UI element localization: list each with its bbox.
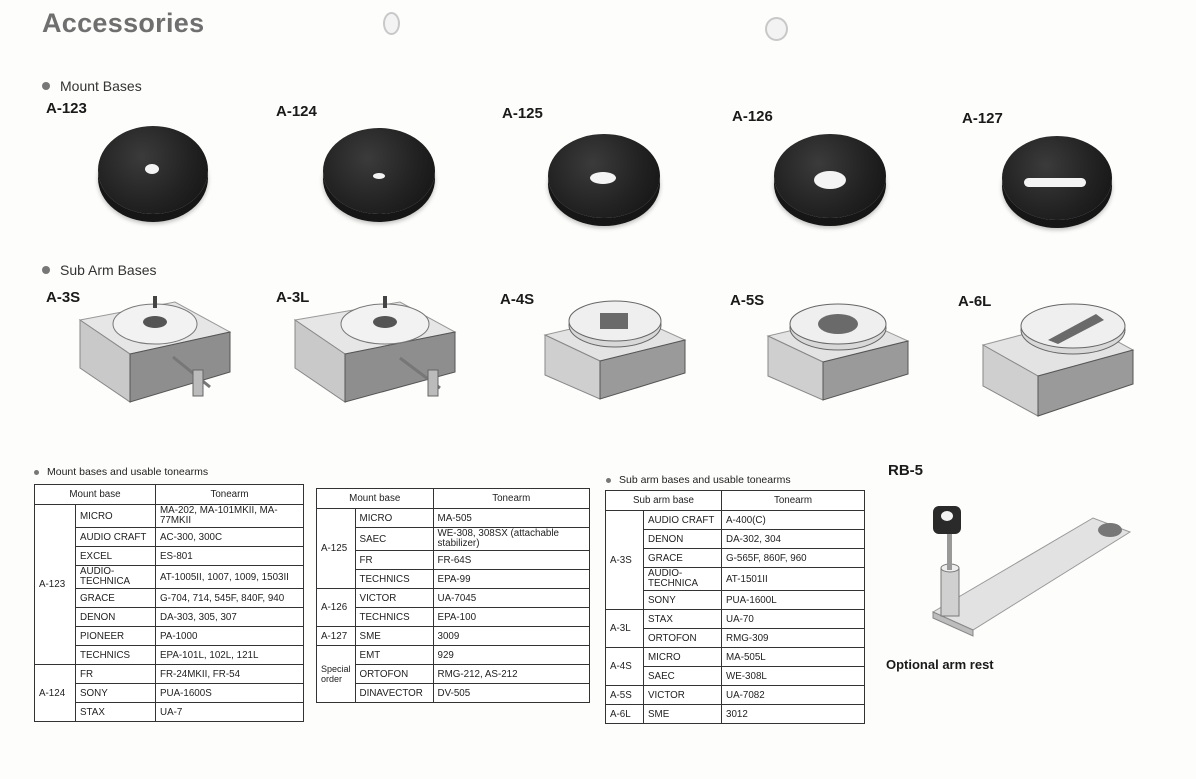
tonearm-cell: DV-505 xyxy=(433,684,589,703)
maker-cell: ORTOFON xyxy=(644,629,722,648)
sub-arm-base-image xyxy=(540,295,690,405)
maker-cell: MICRO xyxy=(355,509,433,528)
tonearm-cell: UA-7 xyxy=(156,703,304,722)
table-row xyxy=(317,589,590,608)
maker-cell: GRACE xyxy=(76,589,156,608)
table-row xyxy=(606,549,865,568)
maker-cell: SAEC xyxy=(644,667,722,686)
table-row xyxy=(317,627,590,646)
table-caption: Mount bases and usable tonearms xyxy=(34,466,208,478)
sub-arm-bases-heading: Sub Arm Bases xyxy=(42,262,157,278)
model-label: A-6L xyxy=(958,293,992,310)
tonearm-cell: AC-300, 300C xyxy=(156,528,304,547)
table-header-row xyxy=(606,491,865,511)
tonearm-cell: PUA-1600S xyxy=(156,684,304,703)
maker-cell: GRACE xyxy=(644,549,722,568)
model-label: A-3S xyxy=(46,289,81,306)
sub-arm-base-image xyxy=(978,300,1138,420)
table-row xyxy=(606,705,865,724)
table-row xyxy=(606,530,865,549)
tonearm-cell: WE-308L xyxy=(722,667,865,686)
table-row xyxy=(317,665,590,684)
table-header-row xyxy=(317,489,590,509)
maker-cell: VICTOR xyxy=(644,686,722,705)
base-cell: A-127 xyxy=(317,627,356,646)
model-label: A-125 xyxy=(502,105,543,122)
mount-base-image xyxy=(548,134,660,218)
maker-cell: FR xyxy=(76,665,156,684)
table-row xyxy=(606,648,865,667)
tonearm-cell: G-565F, 860F, 960 xyxy=(722,549,865,568)
base-cell: A-5S xyxy=(606,686,644,705)
tonearm-cell: MA-202, MA-101MKII, MA-77MKII xyxy=(156,505,304,528)
tonearm-cell: ES-801 xyxy=(156,547,304,566)
maker-cell: MICRO xyxy=(76,505,156,528)
maker-cell: ORTOFON xyxy=(355,665,433,684)
tonearm-cell: 3009 xyxy=(433,627,589,646)
maker-cell: EMT xyxy=(355,646,433,665)
table-row xyxy=(317,528,590,551)
table-row xyxy=(35,684,304,703)
tonearm-cell: AT-1005II, 1007, 1009, 1503II xyxy=(156,566,304,589)
column-header: Mount base xyxy=(35,485,156,505)
base-cell: A-3L xyxy=(606,610,644,648)
maker-cell: AUDIO CRAFT xyxy=(644,511,722,530)
table-row xyxy=(606,568,865,591)
maker-cell: SME xyxy=(355,627,433,646)
table-row xyxy=(317,684,590,703)
tonearm-cell: G-704, 714, 545F, 840F, 940 xyxy=(156,589,304,608)
tonearm-cell: FR-64S xyxy=(433,551,589,570)
base-cell: A-126 xyxy=(317,589,356,627)
mount-bases-tonearms-table xyxy=(34,484,304,722)
table-row xyxy=(606,686,865,705)
table-caption: Sub arm bases and usable tonearms xyxy=(606,474,791,486)
column-header: Tonearm xyxy=(433,489,589,509)
arm-rest-model-label: RB-5 xyxy=(888,462,924,479)
maker-cell: DINAVECTOR xyxy=(355,684,433,703)
tonearm-cell: UA-7082 xyxy=(722,686,865,705)
table-header-row xyxy=(35,485,304,505)
maker-cell: FR xyxy=(355,551,433,570)
mount-base-image xyxy=(323,128,435,214)
bullet-icon xyxy=(606,478,611,483)
tonearm-cell: PA-1000 xyxy=(156,627,304,646)
tonearm-cell: A-400(C) xyxy=(722,511,865,530)
tonearm-cell: AT-1501II xyxy=(722,568,865,591)
tonearm-cell: WE-308, 308SX (attachable stabilizer) xyxy=(433,528,589,551)
table-row xyxy=(35,547,304,566)
maker-cell: MICRO xyxy=(644,648,722,667)
mount-bases-heading: Mount Bases xyxy=(42,78,142,94)
tonearm-cell: EPA-101L, 102L, 121L xyxy=(156,646,304,665)
column-header: Tonearm xyxy=(156,485,304,505)
model-label: A-123 xyxy=(46,100,87,117)
column-header: Mount base xyxy=(317,489,434,509)
mount-bases-tonearms-table-2 xyxy=(316,488,590,703)
tonearm-cell: 929 xyxy=(433,646,589,665)
page-title: Accessories xyxy=(42,8,205,38)
tonearm-cell: UA-7045 xyxy=(433,589,589,608)
model-label: A-3L xyxy=(276,289,310,306)
registration-mark xyxy=(765,17,788,41)
column-header: Sub arm base xyxy=(606,491,722,511)
table-row xyxy=(35,646,304,665)
tonearm-cell: RMG-309 xyxy=(722,629,865,648)
tonearm-cell: DA-302, 304 xyxy=(722,530,865,549)
maker-cell: SONY xyxy=(76,684,156,703)
table-row xyxy=(606,591,865,610)
sub-arm-base-image xyxy=(75,292,235,412)
model-label: A-127 xyxy=(962,110,1003,127)
tonearm-cell: DA-303, 305, 307 xyxy=(156,608,304,627)
table-row xyxy=(35,665,304,684)
table-row xyxy=(606,629,865,648)
maker-cell: STAX xyxy=(76,703,156,722)
mount-base-image xyxy=(1002,136,1112,220)
maker-cell: SONY xyxy=(644,591,722,610)
base-cell: A-124 xyxy=(35,665,76,722)
model-label: A-126 xyxy=(732,108,773,125)
tonearm-cell: UA-70 xyxy=(722,610,865,629)
bullet-icon xyxy=(42,266,50,274)
model-label: A-4S xyxy=(500,291,535,308)
tonearm-cell: FR-24MKII, FR-54 xyxy=(156,665,304,684)
model-label: A-124 xyxy=(276,103,317,120)
mount-base-image xyxy=(98,126,208,214)
tonearm-cell: EPA-99 xyxy=(433,570,589,589)
tonearm-cell: MA-505L xyxy=(722,648,865,667)
maker-cell: DENON xyxy=(76,608,156,627)
arm-rest-caption: Optional arm rest xyxy=(886,657,994,672)
maker-cell: DENON xyxy=(644,530,722,549)
maker-cell: STAX xyxy=(644,610,722,629)
column-header: Tonearm xyxy=(722,491,865,511)
base-cell: A-123 xyxy=(35,505,76,665)
sub-arm-bases-tonearms-table xyxy=(605,490,865,724)
table-row xyxy=(606,511,865,530)
table-row xyxy=(317,646,590,665)
table-row xyxy=(35,608,304,627)
arm-rest-image xyxy=(925,490,1135,640)
tonearm-cell: PUA-1600L xyxy=(722,591,865,610)
table-row xyxy=(317,551,590,570)
table-row xyxy=(35,505,304,528)
base-cell: Special order xyxy=(317,646,356,703)
maker-cell: AUDIO CRAFT xyxy=(76,528,156,547)
maker-cell: SME xyxy=(644,705,722,724)
bullet-icon xyxy=(42,82,50,90)
tonearm-cell: EPA-100 xyxy=(433,608,589,627)
table-row xyxy=(35,528,304,547)
maker-cell: TECHNICS xyxy=(355,570,433,589)
maker-cell: SAEC xyxy=(355,528,433,551)
sub-arm-base-image xyxy=(290,292,460,412)
table-row xyxy=(35,589,304,608)
table-row xyxy=(317,509,590,528)
table-row xyxy=(35,566,304,589)
maker-cell: TECHNICS xyxy=(355,608,433,627)
maker-cell: AUDIO-TECHNICA xyxy=(644,568,722,591)
base-cell: A-4S xyxy=(606,648,644,686)
tonearm-cell: MA-505 xyxy=(433,509,589,528)
table-row xyxy=(317,570,590,589)
maker-cell: PIONEER xyxy=(76,627,156,646)
registration-mark xyxy=(383,12,400,35)
base-cell: A-3S xyxy=(606,511,644,610)
maker-cell: TECHNICS xyxy=(76,646,156,665)
maker-cell: VICTOR xyxy=(355,589,433,608)
maker-cell: EXCEL xyxy=(76,547,156,566)
tonearm-cell: RMG-212, AS-212 xyxy=(433,665,589,684)
mount-base-image xyxy=(774,134,886,218)
table-row xyxy=(35,627,304,646)
table-row xyxy=(317,608,590,627)
table-row xyxy=(606,610,865,629)
table-row xyxy=(35,703,304,722)
bullet-icon xyxy=(34,470,39,475)
base-cell: A-125 xyxy=(317,509,356,589)
tonearm-cell: 3012 xyxy=(722,705,865,724)
base-cell: A-6L xyxy=(606,705,644,724)
table-row xyxy=(606,667,865,686)
model-label: A-5S xyxy=(730,292,765,309)
sub-arm-base-image xyxy=(763,296,913,406)
maker-cell: AUDIO-TECHNICA xyxy=(76,566,156,589)
